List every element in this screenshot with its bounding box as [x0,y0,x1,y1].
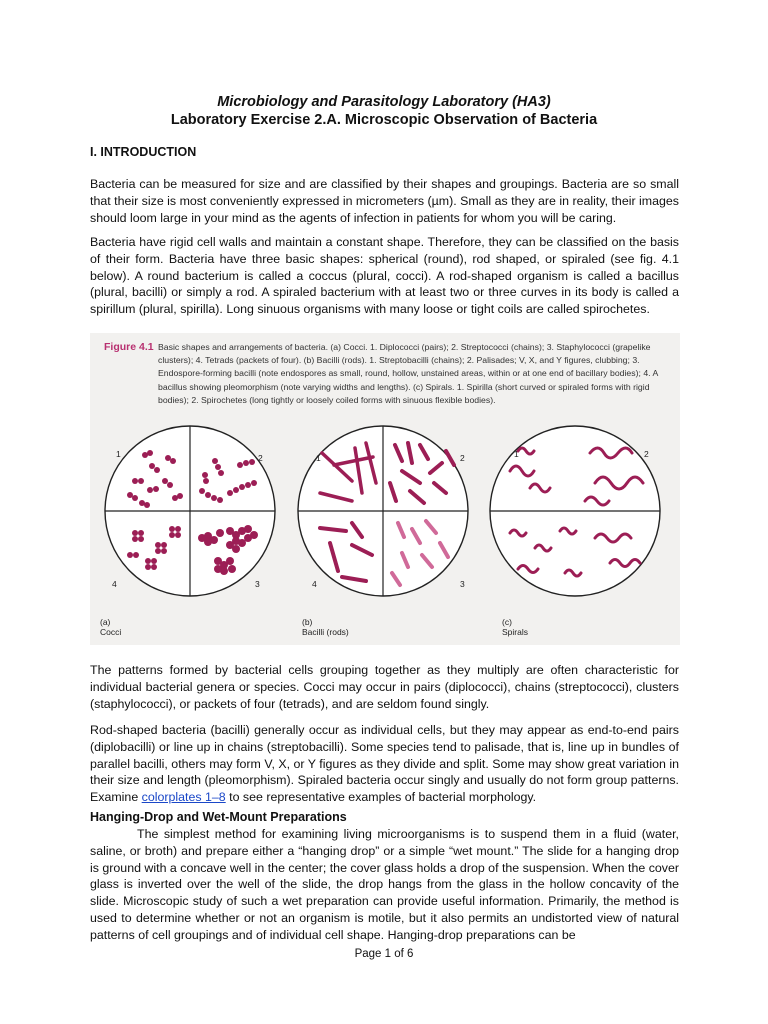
course-title: Microbiology and Parasitology Laboratory (HA3) [217,94,551,110]
paragraph-bacilli-patterns: Rod-shaped bacteria (bacilli) generally occur as individual cells, but they may appear as end-to-end pairs (diplobacilli) or line up in chains (streptobacilli). Some species tend to palisade, that is, line up in bundles of parallel bacilli, others may form V, X, or Y figures as they divide and split. Some may show great variation in their size and length (pleomorphism). Spiraled bacteria occur singly and usually do not form group patterns. Examine colorplates 1–8 to see representative examples of bacterial morphology. [90,723,679,805]
bacilli-quadrant-2-label: 2 [460,453,465,463]
figure-label: Figure 4.1 [104,341,154,353]
cocci-quadrant-3-label: 3 [255,579,260,589]
spirals-quadrant-1-label: 1 [514,449,519,459]
panel-b-label: (b) Bacilli (rods) [302,617,349,637]
panel-c-label: (c) Spirals [502,617,528,637]
figure-4-1 [90,333,680,645]
cocci-quadrant-2-label: 2 [258,453,263,463]
cocci-quadrant-4-label: 4 [112,579,117,589]
paragraph-bacteria-shapes: Bacteria have rigid cell walls and maintain a constant shape. Therefore, they can be classified on the basis of their form. Bacteria have three basic shapes: spherical (round), rod shaped, or spiraled (see fig. 4.1 below). A round bacterium is called a coccus (plural, cocci). A rod-shaped organism is called a bacillus (plural, bacilli) or simply a rod. A spiraled bacterium with at least two or three curves in its body is called a spirillum (plural, spirilla). Long sinuous organisms with many loose or tight coils are called spirochetes. [90,235,679,317]
figure-caption: Basic shapes and arrangements of bacteria. (a) Cocci. 1. Diplococci (pairs); 2. Streptococci (chains); 3. Staphylococci (grapelike clusters); 4. Tetrads (packets of four). (b) Bacilli (rods). 1. Streptobacilli (chains); 2. Palisades; V, X, and Y figures, clubbing; 3. Endospore-forming bacilli (note endospores as small, round, hollow, unstained areas, within or at one end of bacillary bodies); 4. A bacillus showing pleomorphism (note varying widths and lengths). (c) Spirals. 1. Spirilla (short curved or spiraled forms with rigid bodies); 2. Spirochetes (long tightly or loosely coiled forms with sinuous flexible bodies). [158,342,658,405]
paragraph-bacteria-size: Bacteria can be measured for size and are classified by their shapes and groupings. Bacteria are so small that their size is most conveniently expressed in micrometers (µm). Small as they are in reality, their images should loom large in your mind as the agents of infection in patients for whom you will be caring. [90,177,679,225]
colorplates-link[interactable]: colorplates 1–8 [141,790,226,805]
bacteria-illustration [90,333,680,645]
page-number: Page 1 of 6 [354,948,414,960]
panel-a-label: (a) Cocci [100,617,122,637]
exercise-title: Laboratory Exercise 2.A. Microscopic Observation of Bacteria [170,112,598,128]
bacilli-quadrant-1-label: 1 [316,453,321,463]
bacilli-quadrant-4-label: 4 [312,579,317,589]
paragraph-hanging-drop: The simplest method for examining living microorganisms is to suspend them in a fluid (water, saline, or broth) and prepare either a “hanging drop” or a simple “wet mount.” The slide for a hanging drop is ground with a concave well in the center; the cover glass holds a drop of the suspension. When the cover glass is inverted over the well of the slide, the drop hangs from the glass in the hollow concavity of the slide. Microscopic study of such a wet preparation can provide useful information. Primarily, the method is used to determine whether or not an organism is motile, but it also permits an undistorted view of natural patterns of cell groupings and of individual cell shape. Hanging-drop preparations can be [90,827,679,942]
cocci-quadrant-1-label: 1 [116,449,121,459]
spirals-quadrant-2-label: 2 [644,449,649,459]
paragraph-cocci-patterns: The patterns formed by bacterial cells grouping together as they multiply are often characteristic for individual bacterial genera or species. Cocci may occur in pairs (diplococci), chains (streptococci), clusters (staphylococci), or packets of four (tetrads), and are seldom found singly. [90,663,679,711]
bacilli-quadrant-3-label: 3 [460,579,465,589]
subsection-heading-hanging-drop: Hanging-Drop and Wet-Mount Preparations [90,810,347,824]
section-heading-introduction: I. INTRODUCTION [90,145,197,159]
